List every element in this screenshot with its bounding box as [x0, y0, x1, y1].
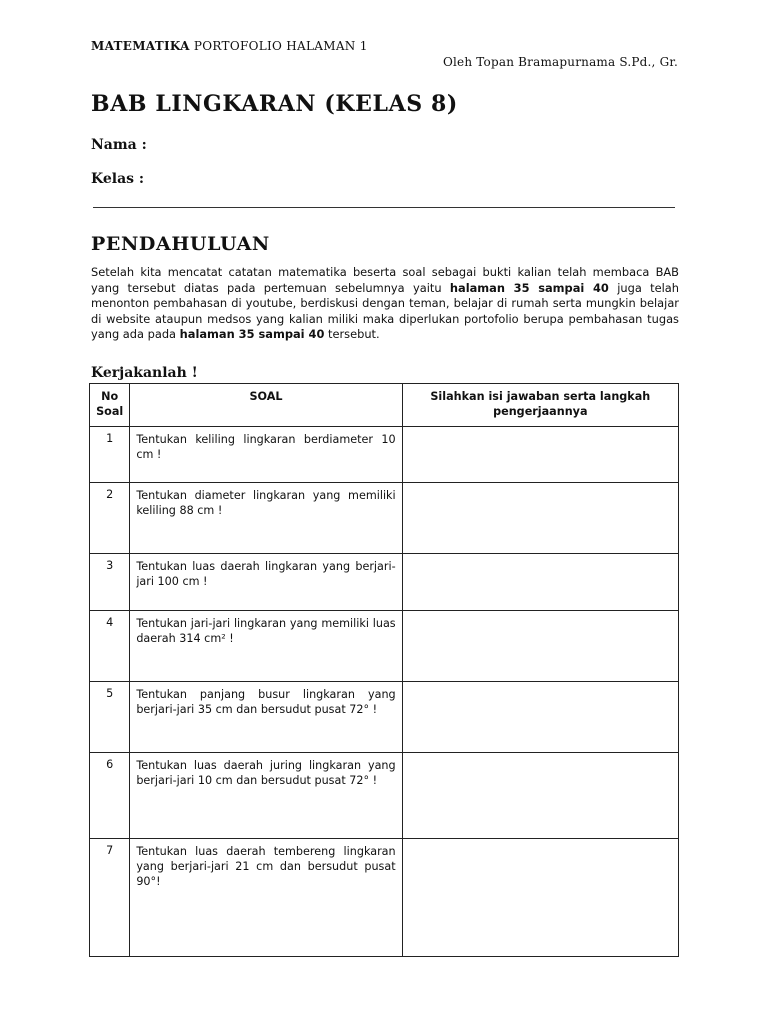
row-number: 7	[90, 839, 130, 957]
table-row	[90, 554, 679, 611]
header-subject: MATEMATIKA	[91, 39, 190, 53]
intro-text-3: tersebut.	[324, 327, 380, 342]
row-question: Tentukan diameter lingkaran yang memiliki keliling 88 cm !	[130, 483, 402, 554]
intro-paragraph	[91, 265, 679, 343]
nama-field-label: Nama :	[91, 137, 147, 153]
intro-text-2: juga telah menonton pembahasan di youtube, berdiskusi dengan teman, belajar di rumah serta mungkin belajar di website ataupun medsos yang kalian miliki maka diperlukan portofolio berupa pembahasan tugas yang ada pada	[91, 280, 679, 342]
question-table	[89, 383, 679, 957]
row-number: 5	[90, 682, 130, 753]
kerjakan-heading: Kerjakanlah !	[91, 365, 198, 381]
answer-cell[interactable]	[402, 483, 678, 554]
intro-text-1: Setelah kita mencatat catatan matematika beserta soal sebagai bukti kalian telah membaca BAB yang tersebut diatas pada pertemuan sebelumnya yaitu	[91, 265, 679, 295]
page-header	[91, 39, 368, 53]
header-jawaban: Silahkan isi jawaban serta langkah pengerjaannya	[402, 384, 678, 427]
answer-cell[interactable]	[402, 427, 678, 483]
row-question: Tentukan panjang busur lingkaran yang berjari-jari 35 cm dan bersudut pusat 72° !	[130, 682, 402, 753]
row-question: Tentukan luas daerah tembereng lingkaran yang berjari-jari 21 cm dan bersudut pusat 90°!	[130, 839, 402, 957]
table-row	[90, 611, 679, 682]
divider-line	[93, 207, 675, 208]
answer-cell[interactable]	[402, 682, 678, 753]
table-row	[90, 839, 679, 957]
header-page: PORTOFOLIO HALAMAN 1	[193, 39, 368, 53]
intro-bold-2: halaman 35 sampai 40	[179, 327, 325, 342]
row-number: 4	[90, 611, 130, 682]
row-question: Tentukan luas daerah juring lingkaran yang berjari-jari 10 cm dan bersudut pusat 72° !	[130, 753, 402, 839]
row-question: Tentukan jari-jari lingkaran yang memiliki luas daerah 314 cm² !	[130, 611, 402, 682]
intro-bold-1: halaman 35 sampai 40	[449, 280, 609, 295]
row-number: 1	[90, 427, 130, 483]
kelas-field-label: Kelas :	[91, 171, 145, 187]
answer-cell[interactable]	[402, 839, 678, 957]
table-header-row	[90, 384, 679, 427]
row-number: 2	[90, 483, 130, 554]
table-row	[90, 483, 679, 554]
answer-cell[interactable]	[402, 753, 678, 839]
row-number: 6	[90, 753, 130, 839]
table-row	[90, 682, 679, 753]
header-soal: SOAL	[130, 384, 402, 427]
answer-cell[interactable]	[402, 611, 678, 682]
table-row	[90, 753, 679, 839]
header-no: No Soal	[90, 384, 130, 427]
section-title: PENDAHULUAN	[91, 233, 270, 255]
page-title: BAB LINGKARAN (KELAS 8)	[91, 91, 458, 117]
row-question: Tentukan keliling lingkaran berdiameter 10 cm !	[130, 427, 402, 483]
row-question: Tentukan luas daerah lingkaran yang berjari-jari 100 cm !	[130, 554, 402, 611]
answer-cell[interactable]	[402, 554, 678, 611]
table-row	[90, 427, 679, 483]
header-author: Oleh Topan Bramapurnama S.Pd., Gr.	[442, 55, 678, 69]
row-number: 3	[90, 554, 130, 611]
